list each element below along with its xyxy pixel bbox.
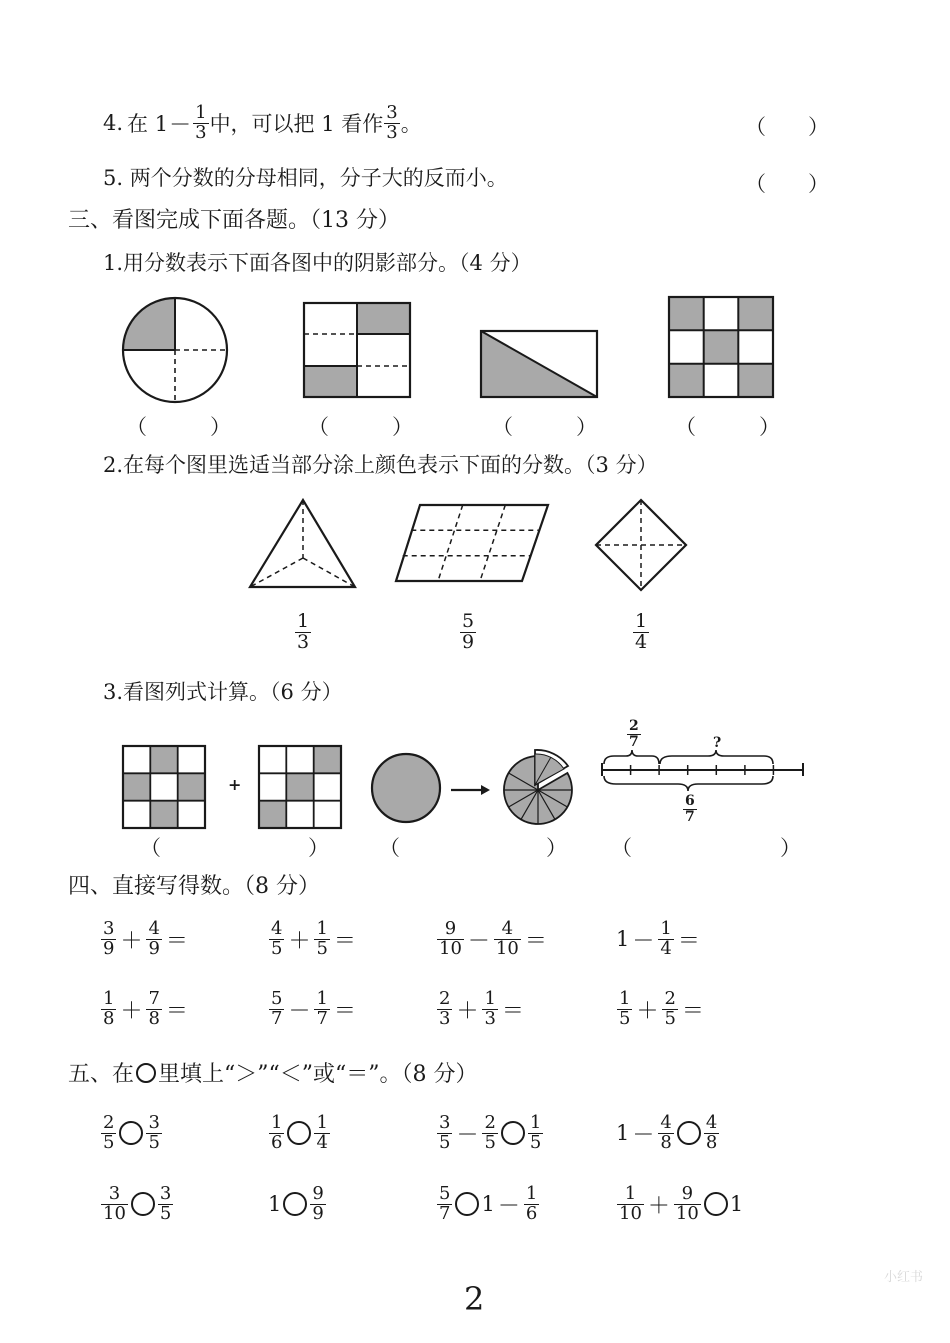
q3-grid-right bbox=[258, 745, 342, 829]
fraction bbox=[482, 1114, 497, 1153]
fraction bbox=[674, 1185, 701, 1224]
q2-fraction-2 bbox=[459, 612, 477, 653]
frac-numerator: 9 bbox=[444, 918, 457, 939]
frac-denominator: 5 bbox=[103, 1131, 115, 1153]
fraction bbox=[658, 1114, 673, 1153]
comparison-circle[interactable] bbox=[287, 1121, 311, 1145]
q3-full-circle bbox=[370, 752, 442, 824]
operator: － bbox=[632, 1122, 655, 1148]
operator: ＋ bbox=[647, 1193, 670, 1219]
operator: ＋ bbox=[120, 928, 143, 954]
frac-numerator: 9 bbox=[312, 1183, 324, 1204]
frac-denominator: 5 bbox=[159, 1202, 172, 1224]
frac-numerator: 1 bbox=[103, 988, 115, 1009]
frac-denominator: 7 bbox=[316, 1007, 328, 1029]
fraction bbox=[314, 1114, 329, 1153]
operator: ＝ bbox=[165, 998, 188, 1024]
number: 1 bbox=[616, 1121, 630, 1146]
q2-fraction-3 bbox=[632, 612, 650, 653]
comparison-circle[interactable] bbox=[131, 1192, 155, 1216]
compare-r2-c3 bbox=[436, 1185, 540, 1224]
operator: ＝ bbox=[677, 928, 700, 954]
frac-numerator: 1 bbox=[316, 1112, 328, 1133]
frac-numerator: 1 bbox=[635, 610, 648, 632]
q1-answer-paren-3[interactable]: （ ） bbox=[492, 415, 597, 439]
compare-r1-c3 bbox=[436, 1114, 544, 1153]
compare-r1-c4 bbox=[616, 1114, 720, 1153]
q2-fraction-1 bbox=[294, 612, 312, 653]
frac-denominator: 5 bbox=[439, 1131, 451, 1153]
operator: ＝ bbox=[165, 928, 188, 954]
judge-5-number: 5. bbox=[103, 166, 124, 190]
frac-numerator: 2 bbox=[629, 718, 639, 734]
number: 1 bbox=[616, 927, 630, 952]
fraction bbox=[269, 920, 284, 959]
frac-numerator: 3 bbox=[103, 918, 115, 939]
judge-4-fraction-2 bbox=[384, 104, 399, 143]
frac-denominator: 10 bbox=[495, 937, 519, 959]
fraction bbox=[437, 990, 452, 1029]
number: 1 bbox=[268, 1192, 282, 1217]
q3-paren-1-right[interactable]: ） bbox=[308, 836, 329, 860]
q3-paren-2-left[interactable]: （ bbox=[379, 836, 400, 860]
fraction bbox=[158, 1185, 173, 1224]
fraction bbox=[314, 920, 329, 959]
judge-4-number: 4. bbox=[103, 111, 124, 136]
frac-denominator: 6 bbox=[271, 1131, 283, 1153]
fraction bbox=[658, 920, 673, 959]
frac-denominator: 8 bbox=[660, 1131, 672, 1153]
section-5-title bbox=[68, 1064, 478, 1086]
frac-numerator: 1 bbox=[529, 1112, 542, 1133]
frac-denominator: 5 bbox=[529, 1131, 542, 1153]
frac-denominator: 10 bbox=[103, 1202, 126, 1224]
q1-answer-paren-1[interactable]: （ ） bbox=[126, 415, 231, 439]
fraction bbox=[482, 990, 497, 1029]
section-5-title-b: 里填上“＞”“＜”或“＝”。（8 分） bbox=[158, 1062, 478, 1087]
fraction bbox=[310, 1185, 325, 1224]
compare-r2-c4 bbox=[616, 1185, 743, 1224]
fraction bbox=[524, 1185, 539, 1224]
frac-numerator: 3 bbox=[108, 1183, 121, 1204]
section-3-q1-title: 1.用分数表示下面各图中的阴影部分。（4 分） bbox=[103, 251, 532, 275]
frac-denominator: 8 bbox=[103, 1007, 115, 1029]
frac-numerator: 5 bbox=[439, 1183, 451, 1204]
number: 1 bbox=[729, 1192, 744, 1217]
q3-paren-1-left[interactable]: （ bbox=[140, 836, 161, 860]
q3-plus-sign: + bbox=[228, 775, 242, 794]
frac-denominator: 3 bbox=[484, 1007, 496, 1029]
compare-r1-c2 bbox=[268, 1114, 331, 1153]
number: 1 bbox=[481, 1192, 495, 1217]
frac-numerator: 1 bbox=[271, 1112, 283, 1133]
frac-numerator: 3 bbox=[159, 1183, 172, 1204]
frac-denominator: 5 bbox=[316, 937, 328, 959]
fraction bbox=[101, 920, 116, 959]
fraction bbox=[617, 990, 632, 1029]
q3-grid-left bbox=[122, 745, 206, 829]
frac-numerator: 1 bbox=[624, 1183, 637, 1204]
frac-numerator: 6 bbox=[685, 793, 695, 809]
q1-figure-grid-rectangles bbox=[303, 302, 411, 398]
frac-denominator: 10 bbox=[439, 937, 462, 959]
judge-4-pre: 在 1 bbox=[127, 112, 169, 137]
frac-numerator: 2 bbox=[484, 1112, 496, 1133]
comparison-circle[interactable] bbox=[501, 1121, 525, 1145]
section-3-q2-title: 2.在每个图里选适当部分涂上颜色表示下面的分数。（3 分） bbox=[103, 453, 658, 477]
q3-bottom-fraction bbox=[682, 794, 698, 824]
compare-r1-c1 bbox=[100, 1114, 163, 1153]
operator: ＝ bbox=[681, 998, 704, 1024]
calc-r1-c2 bbox=[268, 920, 359, 959]
frac-numerator: 7 bbox=[148, 988, 160, 1009]
frac-denominator: 8 bbox=[148, 1007, 160, 1029]
section-5-title-a: 五、在 bbox=[68, 1062, 135, 1087]
frac-numerator: 1 bbox=[484, 988, 496, 1009]
judge-4-minus: － bbox=[169, 112, 192, 138]
section-3-q3-title: 3.看图列式计算。（6 分） bbox=[103, 680, 343, 704]
fraction bbox=[617, 1185, 644, 1224]
frac-numerator: 5 bbox=[462, 610, 475, 632]
operator: － bbox=[456, 1122, 479, 1148]
frac-denominator: 10 bbox=[675, 1202, 699, 1224]
q1-figure-checker-grid bbox=[668, 296, 774, 398]
comparison-circle[interactable] bbox=[455, 1192, 479, 1216]
page-number: 2 bbox=[464, 1280, 485, 1318]
frac-denominator: 3 bbox=[439, 1007, 451, 1029]
judge-4-fraction-1 bbox=[193, 104, 208, 143]
frac-denominator: 7 bbox=[439, 1202, 451, 1224]
fraction bbox=[437, 1114, 452, 1153]
frac-denominator: 9 bbox=[148, 937, 160, 959]
fraction bbox=[101, 1114, 116, 1153]
judge-4-answer-paren[interactable]: （ ） bbox=[745, 115, 829, 139]
judge-item-4 bbox=[103, 104, 422, 143]
q3-divided-circle bbox=[494, 742, 580, 828]
q2-figure-parallelogram bbox=[394, 503, 550, 583]
comparison-circle[interactable] bbox=[283, 1192, 307, 1216]
section-3-title: 三、看图完成下面各题。（13 分） bbox=[68, 208, 400, 233]
frac-numerator: 4 bbox=[271, 918, 283, 939]
fraction bbox=[101, 1185, 128, 1224]
frac-denominator: 8 bbox=[705, 1131, 718, 1153]
calc-r2-c4 bbox=[616, 990, 707, 1029]
frac-numerator: 2 bbox=[664, 988, 676, 1009]
operator: － bbox=[632, 928, 655, 954]
frac-denominator: 7 bbox=[629, 733, 639, 750]
frac-denominator: 3 bbox=[297, 630, 310, 653]
frac-numerator: 4 bbox=[148, 918, 160, 939]
fraction bbox=[269, 1114, 284, 1153]
judge-4-post: 。 bbox=[400, 112, 422, 137]
q2-figure-triangle bbox=[248, 498, 358, 590]
operator: ＝ bbox=[501, 998, 524, 1024]
frac-numerator: 4 bbox=[705, 1112, 718, 1133]
frac-denominator: 5 bbox=[271, 937, 283, 959]
frac-denominator: 5 bbox=[484, 1131, 496, 1153]
operator: － bbox=[467, 928, 490, 954]
fraction bbox=[704, 1114, 719, 1153]
calc-r2-c1 bbox=[100, 990, 191, 1029]
q3-top-fraction bbox=[626, 719, 642, 749]
frac-denominator: 9 bbox=[312, 1202, 324, 1224]
frac-numerator: 2 bbox=[103, 1112, 115, 1133]
frac-numerator: 1 bbox=[316, 918, 328, 939]
operator: ＝ bbox=[333, 928, 356, 954]
operator: ＝ bbox=[524, 928, 547, 954]
frac-denominator: 5 bbox=[664, 1007, 676, 1029]
calc-r2-c2 bbox=[268, 990, 359, 1029]
fraction bbox=[437, 1185, 452, 1224]
frac-denominator: 5 bbox=[619, 1007, 631, 1029]
fraction bbox=[437, 920, 464, 959]
frac-numerator: 1 bbox=[619, 988, 631, 1009]
operator: － bbox=[497, 1193, 520, 1219]
frac-numerator: 4 bbox=[501, 918, 514, 939]
fraction bbox=[528, 1114, 543, 1153]
calc-r1-c4 bbox=[616, 920, 703, 959]
fraction bbox=[662, 990, 677, 1029]
judge-5-text: 两个分数的分母相同，分子大的反而小。 bbox=[129, 166, 508, 190]
frac-numerator: 3 bbox=[148, 1112, 160, 1133]
frac-numerator: 1 bbox=[525, 1183, 538, 1204]
q1-answer-paren-4[interactable]: （ ） bbox=[675, 415, 780, 439]
operator: ＋ bbox=[456, 998, 479, 1024]
frac-denominator: 3 bbox=[386, 121, 398, 143]
fraction bbox=[314, 990, 329, 1029]
fraction bbox=[269, 990, 284, 1029]
q3-paren-3-right[interactable]: ） bbox=[780, 836, 801, 860]
frac-denominator: 6 bbox=[525, 1202, 538, 1224]
calc-r2-c3 bbox=[436, 990, 527, 1029]
circle-icon bbox=[136, 1063, 156, 1083]
comparison-circle[interactable] bbox=[119, 1121, 143, 1145]
fraction bbox=[146, 990, 161, 1029]
fraction bbox=[146, 1114, 161, 1153]
frac-denominator: 4 bbox=[660, 937, 672, 959]
fraction bbox=[494, 920, 521, 959]
frac-numerator: 1 bbox=[660, 918, 672, 939]
operator: － bbox=[288, 998, 311, 1024]
calc-r1-c3 bbox=[436, 920, 550, 959]
watermark: 小红书 bbox=[884, 1270, 924, 1285]
fraction bbox=[101, 990, 116, 1029]
frac-denominator: 5 bbox=[148, 1131, 160, 1153]
operator: ＋ bbox=[120, 998, 143, 1024]
calc-r1-c1 bbox=[100, 920, 191, 959]
frac-denominator: 4 bbox=[635, 630, 648, 653]
frac-denominator: 10 bbox=[619, 1202, 642, 1224]
frac-denominator: 7 bbox=[685, 808, 695, 825]
judge-item-5 bbox=[103, 168, 508, 189]
frac-denominator: 7 bbox=[271, 1007, 283, 1029]
frac-numerator: 2 bbox=[439, 988, 451, 1009]
q3-arrow-icon bbox=[451, 784, 491, 796]
judge-4-mid: 中，可以把 1 看作 bbox=[209, 112, 384, 137]
compare-r2-c1 bbox=[100, 1185, 174, 1224]
comparison-circle[interactable] bbox=[704, 1192, 728, 1216]
q1-figure-circle bbox=[120, 295, 230, 405]
q2-figure-diamond bbox=[594, 498, 688, 592]
frac-numerator: 1 bbox=[316, 988, 328, 1009]
q1-figure-rectangle-diagonal bbox=[480, 330, 598, 398]
frac-numerator: 4 bbox=[660, 1112, 672, 1133]
judge-5-answer-paren[interactable]: （ ） bbox=[745, 172, 829, 196]
operator: ＋ bbox=[288, 928, 311, 954]
q3-question-mark: ? bbox=[713, 735, 722, 751]
fraction bbox=[146, 920, 161, 959]
frac-numerator: 3 bbox=[439, 1112, 451, 1133]
compare-r2-c2 bbox=[268, 1185, 327, 1224]
frac-numerator: 1 bbox=[195, 102, 207, 123]
frac-numerator: 9 bbox=[681, 1183, 694, 1204]
frac-numerator: 1 bbox=[297, 610, 310, 632]
frac-numerator: 5 bbox=[271, 988, 283, 1009]
frac-denominator: 3 bbox=[195, 121, 207, 143]
q3-paren-3-left[interactable]: （ bbox=[611, 836, 632, 860]
comparison-circle[interactable] bbox=[677, 1121, 701, 1145]
q1-answer-paren-2[interactable]: （ ） bbox=[308, 415, 413, 439]
operator: ＋ bbox=[636, 998, 659, 1024]
operator: ＝ bbox=[333, 998, 356, 1024]
frac-denominator: 4 bbox=[316, 1131, 328, 1153]
frac-denominator: 9 bbox=[103, 937, 115, 959]
frac-numerator: 3 bbox=[386, 102, 398, 123]
section-4-title: 四、直接写得数。（8 分） bbox=[68, 874, 320, 899]
q3-paren-2-right[interactable]: ） bbox=[546, 836, 567, 860]
frac-denominator: 9 bbox=[462, 630, 475, 653]
